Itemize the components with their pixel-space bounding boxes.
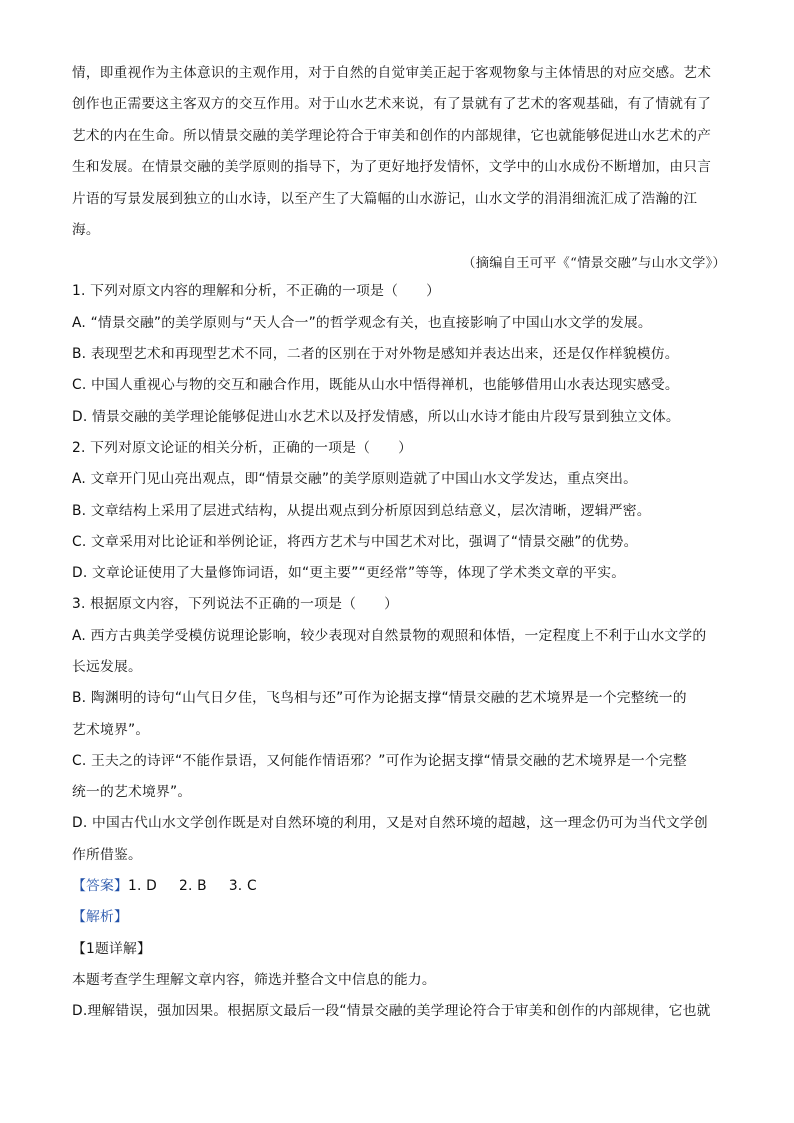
reading-passage <box>72 58 726 276</box>
answer-item: 2. B <box>178 878 207 895</box>
option-d: D. 中国古代山水文学创作既是对自然环境的利用，又是对自然环境的超越，这一理念仍可为当代文学创 <box>72 815 708 832</box>
option-b: B. 陶渊明的诗句“山气日夕佳，飞鸟相与还”可作为论据支撑“情景交融的艺术境界是一个完整统一的 <box>72 690 687 707</box>
analysis-label: 【解析】 <box>72 909 128 926</box>
option-d: D. 文章论证使用了大量修饰词语，如“更主要”“更经常”等等，体现了学术类文章的平实。 <box>72 565 626 582</box>
answer-item: 1. D <box>128 878 157 895</box>
passage-source: （摘编自王可平《“情景交融”与山水文学》） <box>462 256 726 272</box>
analysis-sub-label: 【1题详解】 <box>72 940 151 957</box>
option-b: B. 表现型艺术和再现型艺术不同，二者的区别在于对外物是感知并表达出来，还是仅作样貌模仿。 <box>72 346 679 363</box>
passage-line: 片语的写景发展到独立的山水诗，以至产生了大篇幅的山水游记，山水文学的涓涓细流汇成了浩瀚的江 <box>72 190 698 207</box>
option-a: A. “情景交融”的美学原则与“天人合一”的哲学观念有关，也直接影响了中国山水文学的发展。 <box>72 314 652 331</box>
option-c-continued: 统一的艺术境界”。 <box>72 784 192 801</box>
document-page <box>72 58 726 1028</box>
question-stem: 3. 根据原文内容，下列说法不正确的一项是（ ） <box>72 596 399 613</box>
question-2 <box>72 433 726 589</box>
answer-label: 【答案】 <box>72 878 128 895</box>
question-1 <box>72 276 726 432</box>
question-stem: 1. 下列对原文内容的理解和分析，不正确的一项是（ ） <box>72 283 441 300</box>
passage-line: 海。 <box>72 222 100 239</box>
analysis-line: D.理解错误，强加因果。根据原文最后一段“情景交融的美学理论符合于审美和创作的内部规律，它也就 <box>72 1003 711 1020</box>
option-b-continued: 艺术境界”。 <box>72 721 150 738</box>
question-3 <box>72 589 726 871</box>
option-c: C. 文章采用对比论证和举例论证，将西方艺术与中国艺术对比，强调了“情景交融”的优势。 <box>72 533 638 550</box>
passage-line: 情，即重视作为主体意识的主观作用，对于自然的自觉审美正起于客观物象与主体情思的对应交感。艺术 <box>72 65 712 81</box>
passage-line: 生和发展。在情景交融的美学原则的指导下，为了更好地抒发情怀，文学中的山水成份不断增加，由只言 <box>72 159 712 176</box>
option-c: C. 中国人重视心与物的交互和融合作用，既能从山水中悟得禅机，也能够借用山水表达现实感受。 <box>72 377 679 394</box>
option-a-continued: 长远发展。 <box>72 659 142 675</box>
option-a: A. 西方古典美学受模仿说理论影响，较少表现对自然景物的观照和体悟，一定程度上不利于山水文学的 <box>72 627 707 644</box>
option-d: D. 情景交融的美学理论能够促进山水艺术以及抒发情感，所以山水诗才能由片段写景到独立文体。 <box>72 408 680 425</box>
passage-line: 艺术的内在生命。所以情景交融的美学理论符合于审美和创作的内部规律，它也就能够促进山水艺术的产 <box>72 127 712 144</box>
option-a: A. 文章开门见山亮出观点，即“情景交融”的美学原则造就了中国山水文学发达，重点突出。 <box>72 471 638 488</box>
option-c: C. 王夫之的诗评“不能作景语，又何能作情语邪？”可作为论据支撑“情景交融的艺术境界是一个完整 <box>72 752 687 769</box>
answer-row <box>72 871 726 902</box>
passage-line: 创作也正需要这主客双方的交互作用。对于山水艺术来说，有了景就有了艺术的客观基础，有了情就有了 <box>72 96 712 113</box>
option-d-continued: 作所借鉴。 <box>72 846 142 863</box>
question-stem: 2. 下列对原文论证的相关分析，正确的一项是（ ） <box>72 439 413 456</box>
analysis-line: 本题考查学生理解文章内容，筛选并整合文中信息的能力。 <box>72 971 436 988</box>
question-list <box>72 276 726 1027</box>
answer-item: 3. C <box>228 878 257 895</box>
option-b: B. 文章结构上采用了层进式结构，从提出观点到分析原因到总结意义，层次清晰，逻辑严密。 <box>72 502 651 519</box>
